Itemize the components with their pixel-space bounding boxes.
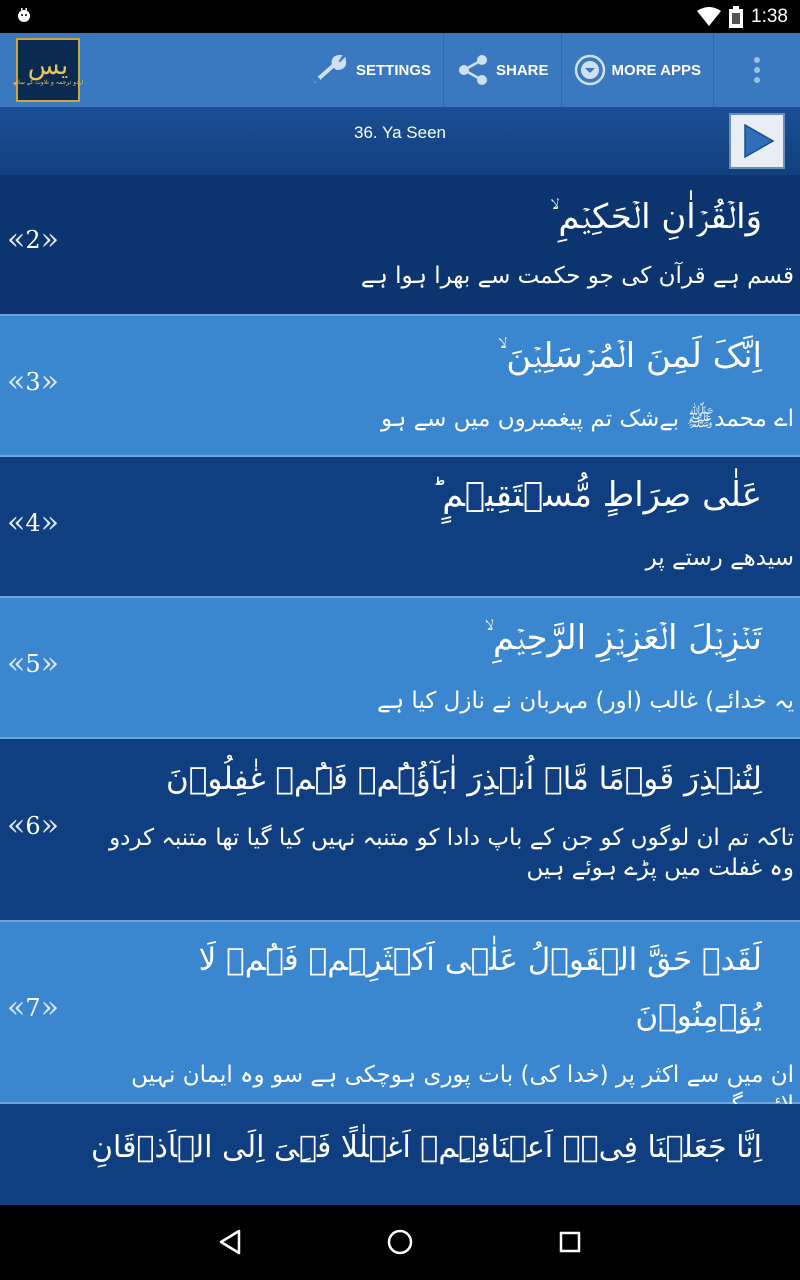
home-button[interactable] <box>385 1227 415 1257</box>
recents-button[interactable] <box>555 1227 585 1257</box>
settings-button[interactable] <box>300 33 444 107</box>
urdu-translation: یہ خدائے) غالب (اور) مہربان نے نازل کیا ہے <box>377 688 794 714</box>
verse-item[interactable] <box>0 1104 800 1205</box>
ayah-number-badge: « 2 » <box>7 222 59 257</box>
system-nav-bar <box>0 1205 800 1280</box>
arabic-text: لِتُنۡذِرَ قَوۡمًا مَّاۤ اُنۡذِرَ اٰبَآؤُہُمۡ فَہُمۡ غٰفِلُوۡنَ <box>165 761 762 797</box>
back-icon <box>217 1228 243 1256</box>
verse-item[interactable] <box>0 598 800 739</box>
verse-list[interactable] <box>0 175 800 1205</box>
verse-item[interactable] <box>0 457 800 598</box>
toolbar-actions <box>300 33 800 107</box>
arabic-text: اِنَّکَ لَمِنَ الۡمُرۡسَلِیۡنَ ۙ <box>497 336 762 376</box>
logo-caption: اردو ترجمہ و تلاوت کے ساتھ <box>12 79 84 86</box>
share-icon <box>456 54 490 86</box>
ayah-number-badge: « 6 » <box>7 808 59 843</box>
recents-icon <box>558 1230 582 1254</box>
arabic-text: عَلٰی صِرَاطٍ مُّسۡتَقِیۡمٍ ؕ <box>431 475 762 515</box>
verse-item[interactable] <box>0 175 800 316</box>
ayah-number-badge: « 7 » <box>7 990 59 1025</box>
home-icon <box>386 1228 414 1256</box>
arabic-text: وَالۡقُرۡاٰنِ الۡحَکِیۡمِ ۙ <box>549 197 762 237</box>
battery-icon <box>729 6 743 28</box>
arabic-text: تَنۡزِیۡلَ الۡعَزِیۡزِ الرَّحِیۡمِ ۙ <box>484 618 762 658</box>
verse-item[interactable] <box>0 739 800 922</box>
wrench-icon <box>312 55 350 85</box>
share-label: SHARE <box>496 61 549 79</box>
action-bar <box>0 33 800 107</box>
chevron-down-circle-icon <box>574 54 606 86</box>
play-button[interactable] <box>729 113 785 169</box>
more-apps-button[interactable] <box>562 33 714 107</box>
logo-text: يس <box>27 51 69 81</box>
settings-label: SETTINGS <box>356 61 432 79</box>
surah-title: 36. Ya Seen <box>353 123 446 142</box>
more-apps-label: MORE APPS <box>611 61 701 79</box>
arabic-text: لَقَدۡ حَقَّ الۡقَوۡلُ عَلٰۤی اَکۡثَرِہِمۡ فَہُمۡ لَا یُؤۡمِنُوۡنَ <box>198 942 762 1034</box>
play-icon <box>737 121 777 161</box>
back-button[interactable] <box>215 1227 245 1257</box>
more-vert-icon <box>753 56 761 84</box>
urdu-translation: قسم ہے قرآن کی جو حکمت سے بھرا ہوا ہے <box>360 263 794 289</box>
urdu-translation: سیدھے رستے پر <box>645 545 794 571</box>
share-button[interactable] <box>444 33 562 107</box>
ayah-number-badge: « 5 » <box>7 646 59 681</box>
app-logo[interactable] <box>12 38 84 102</box>
verse-item[interactable] <box>0 316 800 457</box>
arabic-text: اِنَّا جَعَلۡنَا فِیۡۤ اَعۡنَاقِہِمۡ اَغۡلٰلًا فَہِیَ اِلَی الۡاَذۡقَانِ <box>90 1130 762 1165</box>
urdu-translation: تاکہ تم ان لوگوں کو جن کے باپ دادا کو متنبہ نہیں کیا گیا تھا متنبہ کردو وہ غفلت میں پڑے ہوئے ہیں <box>109 825 794 881</box>
urdu-translation: اے محمدﷺ بےشک تم پیغمبروں میں سے ہو <box>380 406 794 432</box>
clock: 1:38 <box>751 6 788 27</box>
ayah-number-badge: « 3 » <box>7 364 59 399</box>
android-icon <box>14 6 34 26</box>
overflow-menu-button[interactable] <box>714 33 800 107</box>
wifi-icon <box>697 7 721 27</box>
surah-banner <box>0 107 800 175</box>
urdu-translation: ان میں سے اکثر پر (خدا کی) بات پوری ہوچکی ہے سو وہ ایمان نہیں <box>131 1062 794 1088</box>
status-bar <box>0 0 800 33</box>
verse-item[interactable] <box>0 922 800 1104</box>
ayah-number-badge: « 4 » <box>7 505 59 540</box>
